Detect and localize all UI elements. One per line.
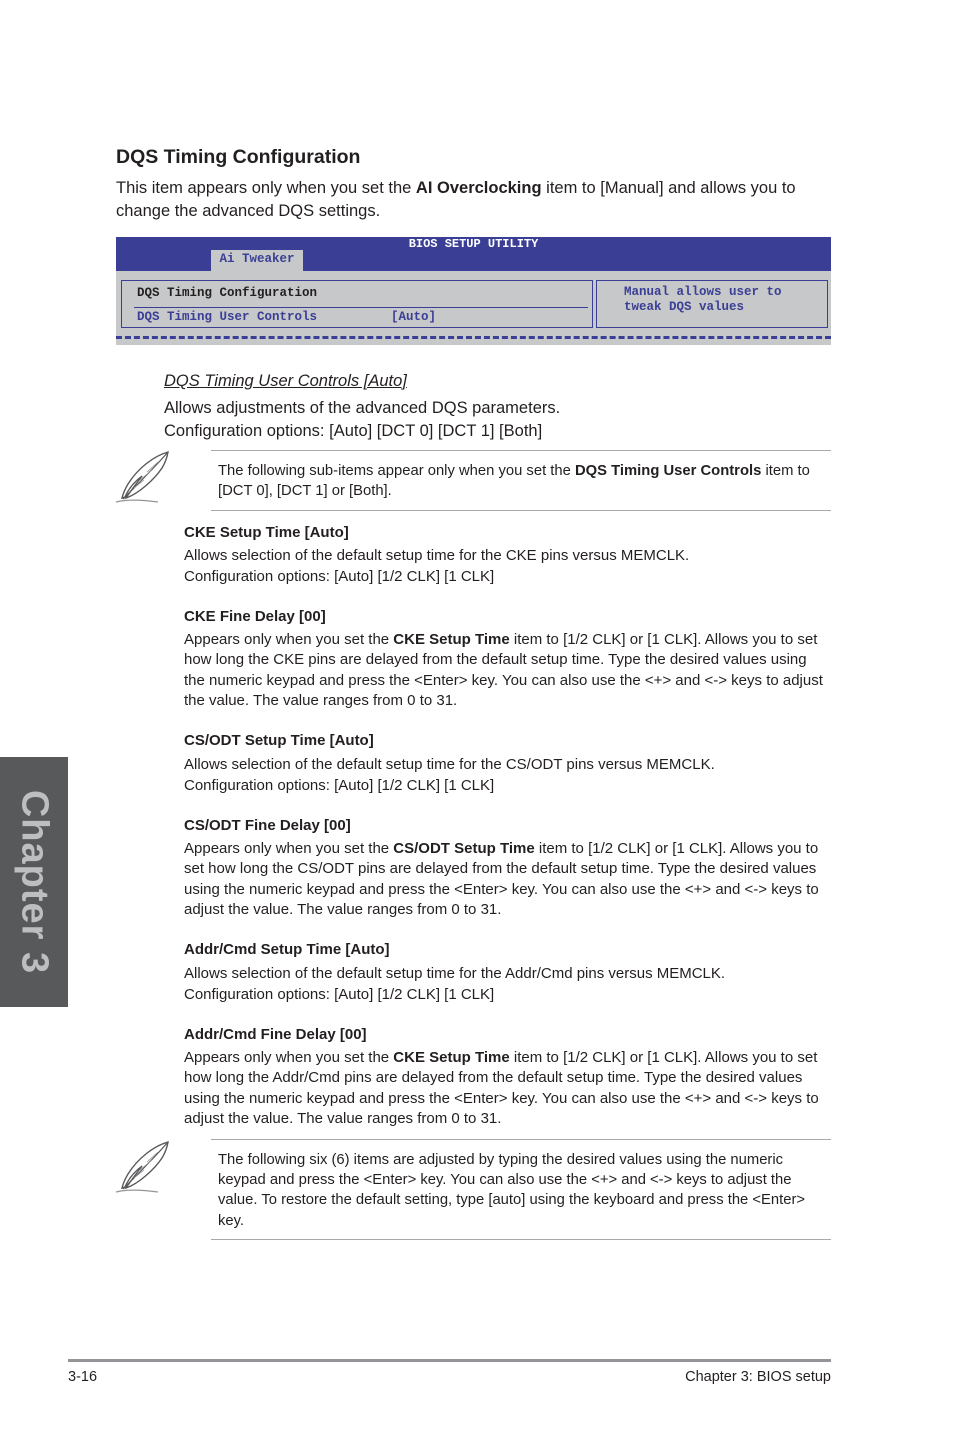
csodt-fine-desc [184,839,819,920]
intro-text: This item appears only when you set the [116,179,416,197]
bios-dashed-line [116,336,831,339]
section-intro [116,177,796,223]
dqs-controls-desc [164,397,560,443]
addr-fine-line1 [184,1048,819,1068]
note1-line2: [DCT 0], [DCT 1] or [Both]. [218,483,392,499]
note2-top-rule [211,1139,831,1140]
addr-fine-line4: adjust the value. The value ranges from 0 to 31. [184,1109,502,1127]
csodt-fine-line1 [184,839,819,859]
chapter-tab-label: Chapter 3 [13,789,56,975]
cke-fine-line1 [184,630,823,650]
csodt-fine-line4: adjust the value. The value ranges from 0 to 31. [184,900,502,918]
addr-fine-line3: using the numeric keypad and press the <Enter> key. You can also use the <+> and <-> keys to [184,1089,819,1107]
note1-bottom-rule [211,510,831,511]
note2-line2: keypad and press the <Enter> key. You can also use the <+> and <-> keys to adjust the [218,1172,792,1189]
addr-fine-pre: Appears only when you set the [184,1049,394,1066]
addr-fine-title: Addr/Cmd Fine Delay [00] [184,1026,367,1043]
addr-fine-post: item to [1/2 CLK] or [1 CLK]. Allows you to set [509,1049,818,1066]
bios-tab-ai-tweaker[interactable]: Ai Tweaker [211,250,303,271]
note2-line1: The following six (6) items are adjusted by typing the desired values using the numeric [218,1152,784,1168]
bios-item-label[interactable]: DQS Timing User Controls [137,310,318,324]
note1-post: item to [761,463,810,479]
addr-setup-title: Addr/Cmd Setup Time [Auto] [184,941,390,958]
csodt-fine-post: item to [1/2 CLK] or [1 CLK]. Allows you to [534,840,819,857]
footer-rule [68,1359,831,1362]
bios-header [116,237,831,271]
cke-fine-pre: Appears only when you set the [184,631,394,648]
intro-bold: AI Overclocking [415,179,542,197]
note2-line3: value. To restore the default setting, type [auto] using the keyboard and press the <Enter> [218,1192,806,1209]
bios-help-line2: tweak DQS values [624,300,745,314]
cke-fine-post: item to [1/2 CLK] or [1 CLK]. Allows you to set [509,631,818,648]
csodt-setup-desc [184,755,715,796]
cke-fine-bold: CKE Setup Time [393,631,510,648]
addr-setup-desc [184,964,725,1005]
bios-help-panel [596,280,828,328]
csodt-fine-bold: CS/ODT Setup Time [393,840,535,857]
cke-fine-line3: the numeric keypad and press the <Enter> key. You can also use the <+> and <-> keys to adjust [184,671,823,689]
intro-text-post: item to [Manual] and allows you to [541,179,796,197]
addr-setup-line2: Configuration options: [Auto] [1/2 CLK] [1 CLK] [184,985,495,1003]
cke-setup-line1: Allows selection of the default setup time for the CKE pins versus MEMCLK. [184,547,690,564]
addr-fine-bold: CKE Setup Time [393,1049,510,1066]
section-title: DQS Timing Configuration [116,146,361,168]
chapter-side-tab [0,757,68,1007]
quill-pen-icon [114,450,172,506]
csodt-setup-title: CS/ODT Setup Time [Auto] [184,732,374,749]
bios-title: BIOS SETUP UTILITY [408,237,539,251]
cke-setup-line2: Configuration options: [Auto] [1/2 CLK] [1 CLK] [184,568,495,585]
cke-fine-desc [184,630,823,711]
bios-help-line1: Manual allows user to [624,285,782,299]
note2-bottom-rule [211,1239,831,1240]
page-number: 3-16 [68,1369,98,1385]
csodt-setup-line2: Configuration options: [Auto] [1/2 CLK] [1 CLK] [184,776,495,794]
dqs-controls-line2: Configuration options: [Auto] [DCT 0] [DCT 1] [Both] [164,422,543,440]
csodt-fine-pre: Appears only when you set the [184,840,394,857]
intro-line2: change the advanced DQS settings. [116,202,381,220]
addr-fine-line2: how long the Addr/Cmd pins are delayed from the default setup time. Type the desired values [184,1069,803,1087]
dqs-controls-line1: Allows adjustments of the advanced DQS parameters. [164,399,561,417]
note1-text [218,461,810,501]
csodt-fine-line2: set how long the CS/ODT pins are delayed from the default setup time. Type the desired values [184,860,817,878]
bios-left-heading: DQS Timing Configuration [137,286,318,300]
cke-fine-line4: the value. The value ranges from 0 to 31. [184,691,458,709]
bios-screen [116,237,831,345]
cke-fine-line2: how long the CKE pins are delayed from the default setup time. Type the desired values using [184,651,807,669]
csodt-setup-line1: Allows selection of the default setup time for the CS/ODT pins versus MEMCLK. [184,756,715,773]
addr-setup-line1: Allows selection of the default setup time for the Addr/Cmd pins versus MEMCLK. [184,965,726,982]
dqs-controls-title: DQS Timing User Controls [Auto] [164,372,407,390]
note1-pre: The following sub-items appear only when you set the [218,463,575,479]
cke-setup-desc [184,545,689,587]
footer-chapter: Chapter 3: BIOS setup [685,1369,831,1385]
csodt-fine-title: CS/ODT Fine Delay [00] [184,817,351,834]
note1-top-rule [211,450,831,451]
bios-divider [134,307,588,308]
note1-bold: DQS Timing User Controls [574,463,762,479]
quill-pen-icon [114,1140,172,1196]
bios-settings-panel [121,280,593,328]
note2-text [218,1150,805,1231]
cke-setup-title: CKE Setup Time [Auto] [184,524,349,541]
csodt-fine-line3: using the numeric keypad and press the <Enter> key. You can also use the <+> and <-> keys to [184,880,819,898]
cke-fine-title: CKE Fine Delay [00] [184,608,326,625]
bios-item-value[interactable]: [Auto] [391,310,437,324]
note2-line4: key. [218,1212,245,1229]
addr-fine-desc [184,1048,819,1129]
